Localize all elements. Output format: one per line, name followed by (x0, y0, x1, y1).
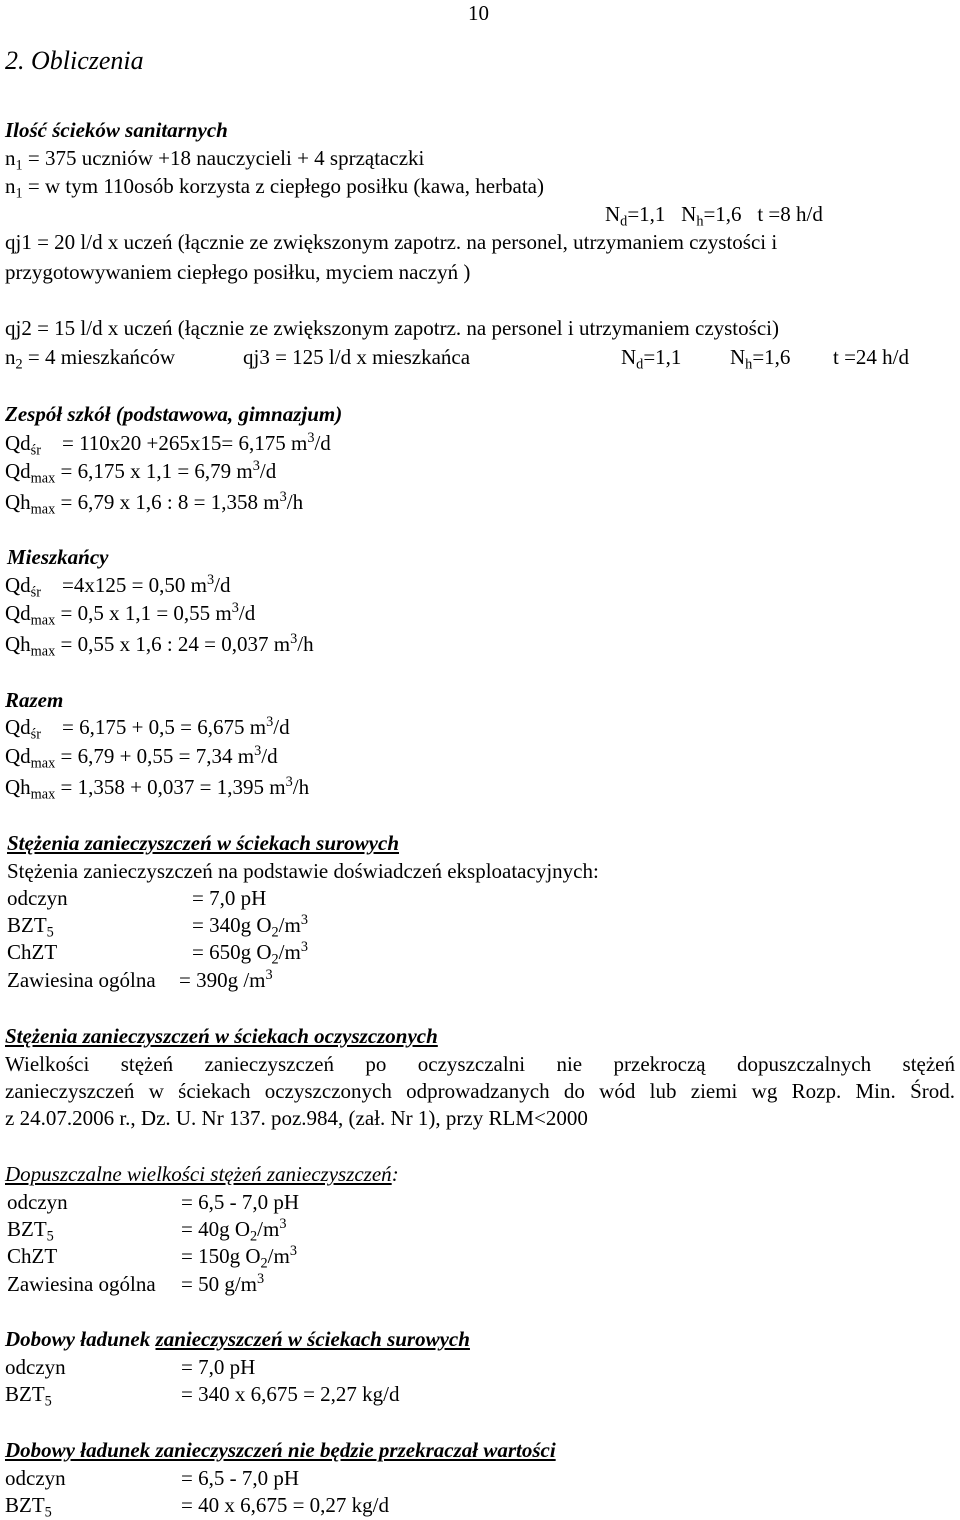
treated-paragraph-line-1: Wielkości stężeń zanieczyszczeń po oczyszczalni nie przekroczą dopuszczalnych stężeń (5, 1052, 955, 1076)
daily-limit-bzt-label: $BZT_5$ (5, 1493, 52, 1520)
daily-raw-bzt-value: = 340 x 6,675 = 2,27 kg/d (181, 1382, 400, 1406)
qj1-line-1: qj1 = 20 l/d x uczeń (łącznie ze zwiększonym zapotrz. na personel, utrzymaniem czystości i (5, 230, 778, 254)
coefficients-line-1: $N_d=1,1$ $N_h=1,6$ t =8 h/d (605, 202, 823, 230)
daily-limit-odczyn-label: odczyn (5, 1466, 66, 1490)
limits-section-title: Dopuszczalne wielkości stężeń zanieczyszczeń: (5, 1162, 399, 1186)
section-heading: 2. Obliczenia (5, 46, 144, 75)
sewage-section-title: Ilość ścieków sanitarnych (5, 118, 228, 142)
residents-qd-sr: $Qd_{śr}$ =4x125 = 0,50 $m^3/d$ (5, 572, 231, 601)
daily-raw-odczyn-label: odczyn (5, 1355, 66, 1379)
limits-chzt-value: = 150g $O_2/m^3$ (181, 1243, 297, 1272)
qj2-line: qj2 = 15 l/d x uczeń (łącznie ze zwiększonym zapotrz. na personel i utrzymaniem czystości) (5, 316, 779, 340)
treated-section-title: Stężenia zanieczyszczeń w ściekach oczyszczonych (5, 1024, 438, 1048)
time-t-2: t =24 h/d (833, 345, 910, 369)
daily-limit-odczyn-value: = 6,5 - 7,0 pH (181, 1466, 300, 1490)
raw-zawiesina-value: = 390g $/m^3$ (179, 967, 273, 992)
daily-raw-section-title: Dobowy ładunek zanieczyszczeń w ściekach surowych (5, 1327, 470, 1351)
total-qh-max: $Qh_{max} = 1,358 + 0,037 = 1,395$ $m^3/h$ (5, 774, 310, 803)
school-qd-max: $Qd_{max} = 6,175$ x 1,1 = 6,79 $m^3/d$ (5, 458, 277, 487)
raw-bzt-label: $BZT_5$ (7, 913, 54, 941)
daily-raw-bzt-label: $BZT_5$ (5, 1382, 52, 1410)
school-qd-sr: $Qd_{śr}$ = 110x20 +265x15= 6,175 $m^3/d$ (5, 430, 331, 459)
limits-chzt-label: ChZT (7, 1244, 58, 1268)
daily-limit-bzt-value: = 40 x 6,675 = 0,27 kg/d (181, 1493, 390, 1517)
qj1-line-2: przygotowywaniem ciepłego posiłku, myciem naczyń ) (5, 260, 471, 284)
limits-odczyn-value: = 6,5 - 7,0 pH (181, 1190, 300, 1214)
limits-zawiesina-value: = 50 $g/m^3$ (181, 1271, 265, 1296)
limits-odczyn-label: odczyn (7, 1190, 68, 1214)
limits-bzt-label: $BZT_5$ (7, 1217, 54, 1245)
coefficient-nh-2: $N_h=1,6$ (730, 345, 791, 373)
limits-bzt-value: = 40g $O_2/m^3$ (181, 1216, 287, 1245)
limits-zawiesina-label: Zawiesina ogólna (7, 1272, 156, 1296)
raw-section-subtitle: Stężenia zanieczyszczeń na podstawie doświadczeń eksploatacyjnych: (7, 859, 599, 883)
total-section-title: Razem (5, 688, 64, 712)
total-qd-sr: $Qd_{śr}$ = 6,175 + 0,5 = 6,675 $m^3/d$ (5, 714, 290, 743)
n2-line: $n_2 = 4$ mieszkańców (5, 345, 176, 373)
school-qh-max: $Qh_{max} = 6,79$ x 1,6 : 8 = 1,358 $m^3/h$ (5, 489, 304, 518)
total-qd-max: $Qd_{max} = 6,79 + 0,55 = 7,34$ $m^3/d$ (5, 743, 278, 772)
daily-limit-section-title: Dobowy ładunek zanieczyszczeń nie będzie przekraczał wartości (5, 1438, 556, 1462)
raw-chzt-label: ChZT (7, 940, 58, 964)
qj3-line: qj3 = 125 l/d x mieszkańca (243, 345, 471, 369)
treated-paragraph-line-3: z 24.07.2006 r., Dz. U. Nr 137. poz.984, (zał. Nr 1), przy RLM<2000 (5, 1106, 588, 1130)
residents-section-title: Mieszkańcy (7, 545, 109, 569)
n1-line-staff: $n_1 = 375$ uczniów +18 nauczycieli + 4 sprzątaczki (5, 146, 425, 174)
raw-odczyn-label: odczyn (7, 886, 68, 910)
school-section-title: Zespół szkół (podstawowa, gimnazjum) (5, 402, 343, 426)
daily-raw-odczyn-value: = 7,0 pH (181, 1355, 256, 1379)
raw-bzt-value: = 340g $O_2/m^3$ (192, 912, 308, 941)
treated-paragraph-line-2: zanieczyszczeń w ściekach oczyszczonych odprowadzanych do wód lub ziemi wg Rozp. Min. Środ. (5, 1079, 955, 1103)
page-number: 10 (468, 1, 489, 25)
residents-qd-max: $Qd_{max} = 0,5$ x 1,1 = 0,55 $m^3/d$ (5, 600, 256, 629)
coefficient-nd-2: $N_d=1,1$ (621, 345, 682, 373)
n1-line-meals: $n_1 = w$ tym 110osób korzysta z ciepłego posiłku (kawa, herbata) (5, 174, 544, 202)
raw-odczyn-value: = 7,0 pH (192, 886, 267, 910)
raw-section-title: Stężenia zanieczyszczeń w ściekach surowych (7, 831, 400, 855)
raw-zawiesina-label: Zawiesina ogólna (7, 968, 156, 992)
raw-chzt-value: = 650g $O_2/m^3$ (192, 939, 308, 968)
residents-qh-max: $Qh_{max} = 0,55$ x 1,6 : 24 = 0,037 $m^3/h$ (5, 631, 314, 660)
